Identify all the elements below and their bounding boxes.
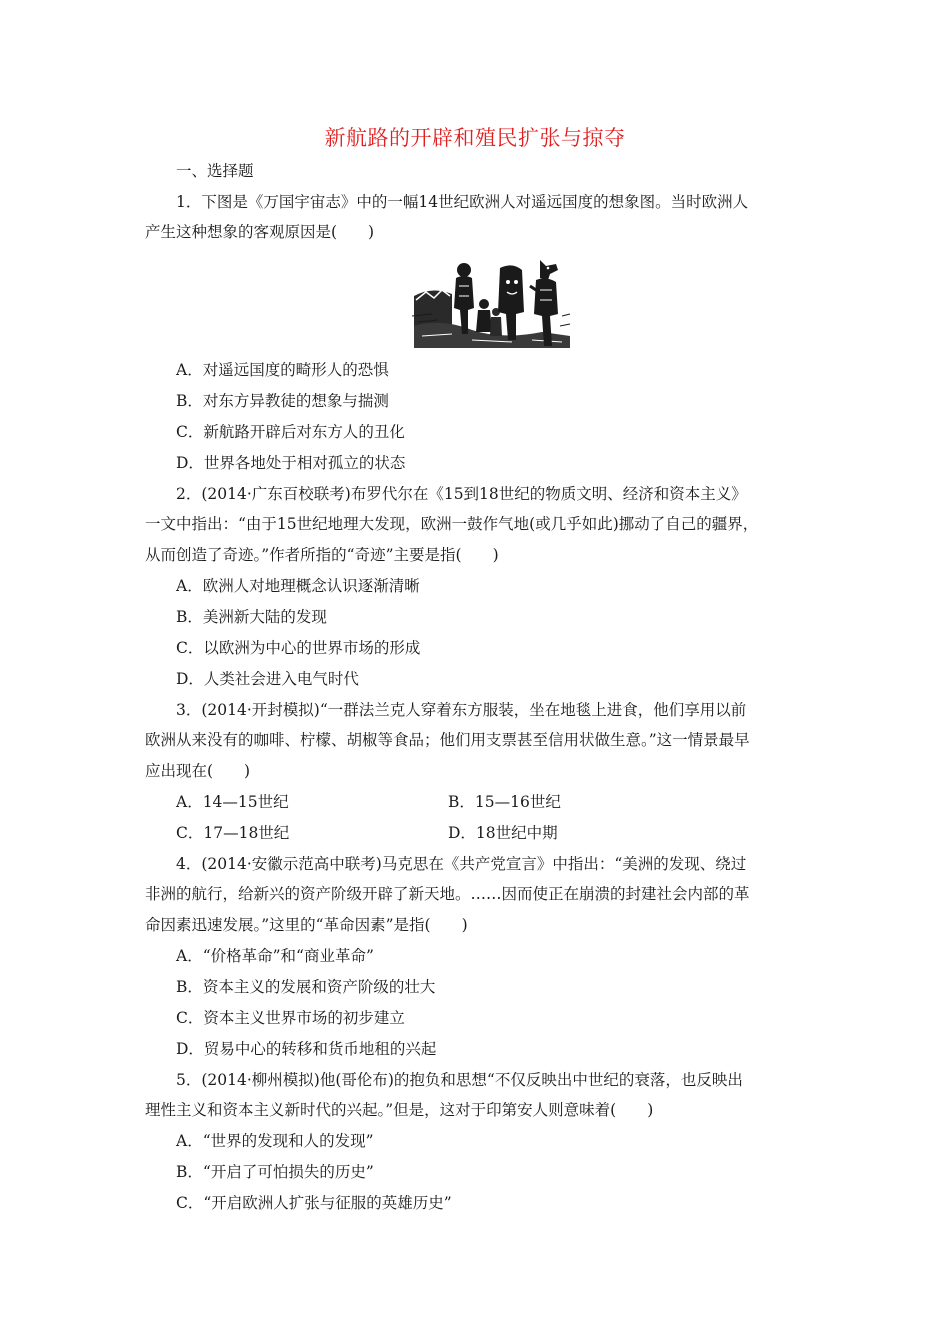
imaginary-figures-illustration [412, 256, 572, 352]
question-2-option-a: A．欧洲人对地理概念认识逐渐清晰 [176, 577, 420, 595]
question-3-option-a: A．14—15世纪 [176, 793, 289, 811]
question-1-option-d: D．世界各地处于相对孤立的状态 [176, 454, 406, 472]
question-4-stem-line-3: 命因素迅速发展。”这里的“革命因素”是指( ) [145, 916, 468, 934]
question-3-stem-line-1: 3．(2014·开封模拟)“一群法兰克人穿着东方服装，坐在地毯上进食，他们享用以前 [176, 701, 747, 719]
question-3-stem-line-3: 应出现在( ) [145, 762, 251, 780]
question-4-stem-line-2: 非洲的航行，给新兴的资产阶级开辟了新天地。……因而使正在崩溃的封建社会内部的革 [145, 885, 750, 903]
question-3-option-d: D．18世纪中期 [448, 824, 558, 842]
question-5-option-a: A．“世界的发现和人的发现” [176, 1132, 374, 1150]
section-heading: 一、选择题 [176, 162, 254, 180]
question-1-option-c: C．新航路开辟后对东方人的丑化 [176, 423, 405, 441]
question-3-option-c: C．17—18世纪 [176, 824, 290, 842]
question-5-option-c: C．“开启欧洲人扩张与征服的英雄历史” [176, 1194, 452, 1212]
question-1-option-b: B．对东方异教徒的想象与揣测 [176, 392, 389, 410]
question-3-stem-line-2: 欧洲从来没有的咖啡、柠檬、胡椒等食品；他们用支票甚至信用状做生意。”这一情景最早 [145, 731, 750, 749]
question-4-option-c: C．资本主义世界市场的初步建立 [176, 1009, 405, 1027]
question-1-stem-line-1: 1．下图是《万国宇宙志》中的一幅14世纪欧洲人对遥远国度的想象图。当时欧洲人 [176, 193, 749, 211]
question-5-stem-line-2: 理性主义和资本主义新时代的兴起。”但是，这对于印第安人则意味着( ) [145, 1101, 654, 1119]
question-2-option-c: C．以欧洲为中心的世界市场的形成 [176, 639, 421, 657]
question-4-option-d: D．贸易中心的转移和货币地租的兴起 [176, 1040, 437, 1058]
question-3-option-b: B．15—16世纪 [448, 793, 561, 811]
question-2-stem-line-2: 一文中指出：“由于15世纪地理大发现，欧洲一鼓作气地(或几乎如此)挪动了自己的疆界， [145, 515, 759, 533]
question-4-option-a: A．“价格革命”和“商业革命” [176, 947, 374, 965]
question-5-option-b: B．“开启了可怕损失的历史” [176, 1163, 374, 1181]
question-2-stem-line-3: 从而创造了奇迹。”作者所指的“奇迹”主要是指( ) [145, 546, 499, 564]
page-title: 新航路的开辟和殖民扩张与掠夺 [324, 126, 626, 150]
question-4-option-b: B．资本主义的发展和资产阶级的壮大 [176, 978, 436, 996]
question-2-stem-line-1: 2．(2014·广东百校联考)布罗代尔在《15到18世纪的物质文明、经济和资本主义》 [176, 485, 747, 503]
question-2-option-d: D．人类社会进入电气时代 [176, 670, 359, 688]
question-1-option-a: A．对遥远国度的畸形人的恐惧 [176, 361, 389, 379]
question-5-stem-line-1: 5．(2014·柳州模拟)他(哥伦布)的抱负和思想“不仅反映出中世纪的衰落，也反映出 [176, 1071, 743, 1089]
question-4-stem-line-1: 4．(2014·安徽示范高中联考)马克思在《共产党宣言》中指出：“美洲的发现、绕过 [176, 855, 747, 873]
question-1-stem-line-2: 产生这种想象的客观原因是( ) [145, 223, 375, 241]
question-2-option-b: B．美洲新大陆的发现 [176, 608, 327, 626]
